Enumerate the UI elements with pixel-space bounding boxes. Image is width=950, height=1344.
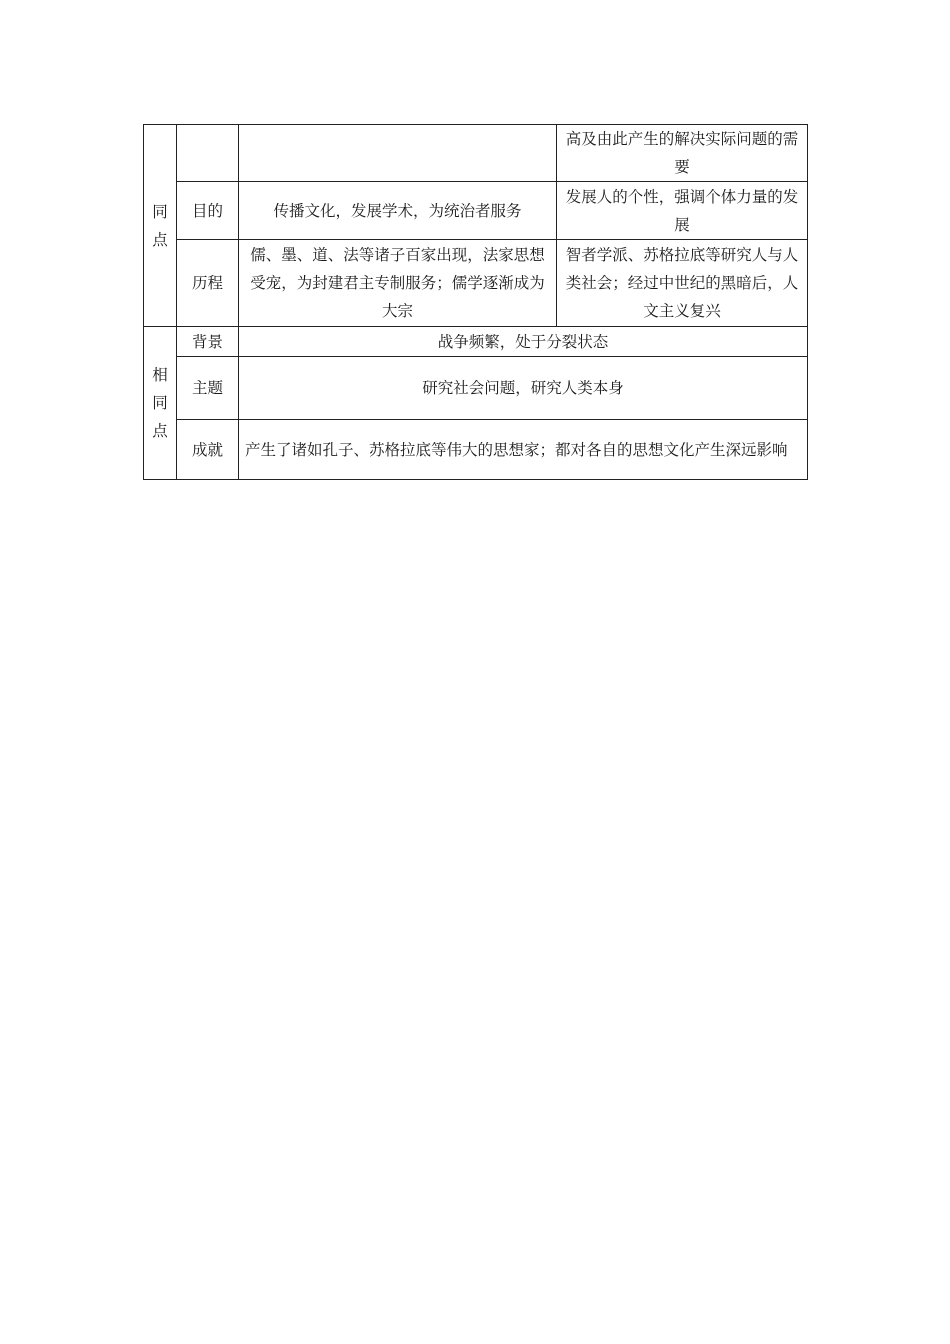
row-label: 背景 — [177, 327, 239, 357]
table-row — [144, 182, 808, 240]
shared-cell: 战争频繁，处于分裂状态 — [239, 327, 808, 357]
shared-cell: 研究社会问题，研究人类本身 — [239, 357, 808, 420]
china-cell: 传播文化，发展学术，为统治者服务 — [239, 182, 557, 240]
china-cell — [239, 125, 557, 182]
row-label: 成就 — [177, 420, 239, 480]
row-label: 主题 — [177, 357, 239, 420]
table-row — [144, 357, 808, 420]
group-label-char: 点 — [152, 422, 168, 440]
table-row — [144, 327, 808, 357]
shared-cell: 产生了诸如孔子、苏格拉底等伟大的思想家；都对各自的思想文化产生深远影响 — [239, 420, 808, 480]
china-cell: 儒、墨、道、法等诸子百家出现，法家思想受宠，为封建君主专制服务；儒学逐渐成为大宗 — [239, 240, 557, 327]
group-label-char: 相 — [152, 366, 168, 384]
table-row — [144, 240, 808, 327]
row-label — [177, 125, 239, 182]
comparison-table — [143, 124, 808, 480]
west-cell: 智者学派、苏格拉底等研究人与人类社会；经过中世纪的黑暗后，人文主义复兴 — [557, 240, 808, 327]
different-points-group-label — [144, 125, 177, 327]
group-label-char: 点 — [152, 230, 168, 249]
same-points-group-label — [144, 327, 177, 480]
west-cell: 高及由此产生的解决实际问题的需要 — [557, 125, 808, 182]
group-label-char: 同 — [152, 202, 168, 221]
row-label: 目的 — [177, 182, 239, 240]
row-label: 历程 — [177, 240, 239, 327]
table-row — [144, 420, 808, 480]
west-cell: 发展人的个性，强调个体力量的发展 — [557, 182, 808, 240]
group-label-char: 同 — [152, 394, 168, 412]
table-row — [144, 125, 808, 182]
